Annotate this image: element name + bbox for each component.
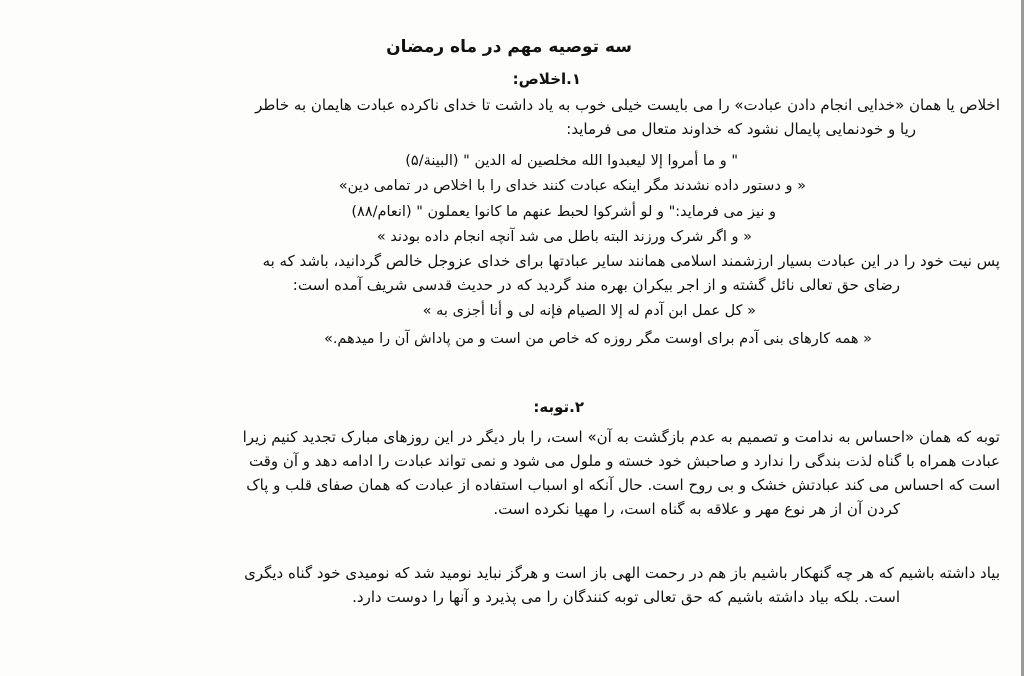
paragraph-line: عبادت همراه با گناه لذت بندگی را ندارد و صاحبش خود خسته و ملول می شود و نمی تواند عبادت را ادامه دهد و آن وقت: [248, 452, 1000, 470]
paragraph-line: بیاد داشته باشیم که هر چه گنهکار باشیم باز هم در رحمت الهی باز است و هرگز نباید نومید شد که نومیدی خود گناه دیگری: [244, 564, 1000, 582]
quran-verse: " و ما أمروا إلا لیعبدوا الله مخلصین له الدین " (البینة/۵): [405, 153, 738, 169]
page-title: سه توصیه مهم در ماه رمضان: [386, 37, 632, 57]
section-heading-ikhlas: ۱.اخلاص:: [512, 70, 581, 88]
hadith-text: « کل عمل ابن آدم له إلا الصیام فإنه لی و أنا أجزی به »: [422, 303, 756, 319]
paragraph-line: پس نیت خود را در این عبادت بسیار ارزشمند اسلامی همانند سایر عبادتها برای خدای عزوجل خالص گردانید، باشد که به: [262, 252, 1000, 270]
paragraph-line: توبه که همان «احساس به ندامت و تصمیم به عدم بازگشت به آن» است، را بار دیگر در این روزهای مبارک تجدید کنیم زیرا: [242, 428, 1000, 446]
paragraph-line: رضای حق تعالی نائل گشته و از اجر بیکران بهره مند گردید که در حدیث قدسی شریف آمده است:: [292, 276, 900, 294]
paragraph-line: است که احساس می کند عبادتش خشک و بی روح است. حال آنکه او اسباب استفاده از عبادت که همان صفای قلب و پاک: [246, 476, 1000, 494]
quran-verse: و نیز می فرماید:" و لو أشرکوا لحبط عنهم ما کانوا یعملون " (انعام/۸۸): [351, 204, 776, 220]
verse-translation: « و اگر شرک ورزند البته باطل می شد آنچه انجام داده بودند »: [376, 229, 752, 245]
hadith-translation: « همه کارهای بنی آدم برای اوست مگر روزه که خاص من است و من پاداش آن را میدهم.»: [323, 331, 872, 347]
paragraph-line: است. بلکه بیاد داشته باشیم که حق تعالی توبه کنندگان را می پذیرد و آنها را دوست دارد.: [352, 588, 900, 606]
verse-translation: « و دستور داده نشدند مگر اینکه عبادت کنند خدای را با اخلاص در تمامی دین»: [338, 178, 806, 194]
section-heading-tobe: ۲.توبه:: [533, 398, 584, 416]
paragraph-line: ریا و خودنمایی پایمال نشود که خداوند متعال می فرماید:: [566, 120, 916, 138]
paragraph-line: کردن آن از هر نوع مهر و علاقه به گناه است، را مهیا نکرده است.: [493, 500, 900, 518]
paragraph-line: اخلاص یا همان «خدایی انجام دادن عبادت» را می بایست خیلی خوب به یاد داشت تا خدای ناکرده عبادت هایمان به خاطر: [255, 96, 1000, 114]
